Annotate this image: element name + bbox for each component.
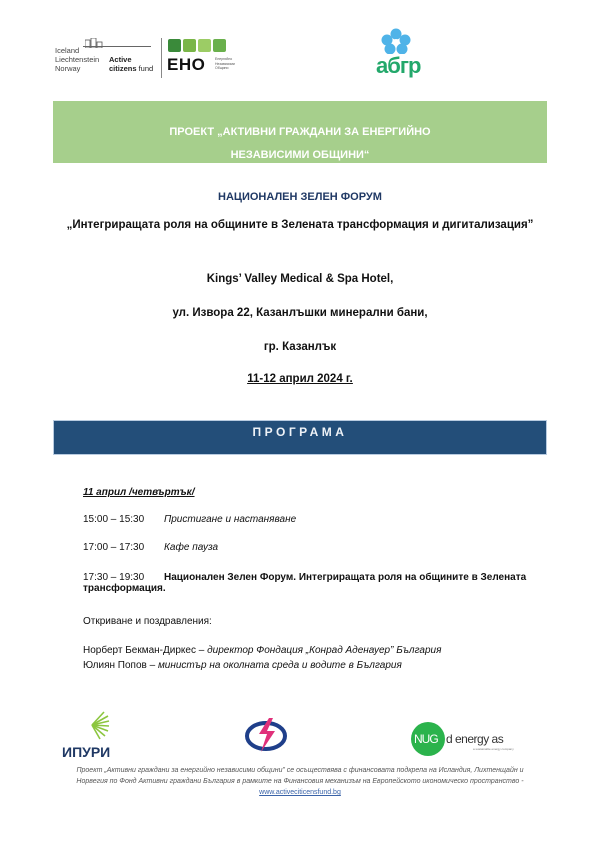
event-dates: [0, 373, 600, 385]
ipuri-logo: [60, 706, 130, 761]
ipuri-emblem-icon: [72, 706, 112, 744]
program-item: [83, 514, 296, 525]
ipuri-logo-text: ИПУРИ: [62, 744, 111, 760]
speaker-name: Юлиян Попов: [83, 660, 147, 671]
footer-note-text: Проект „Активни граждани за енергийно независими общини” се осъществява с финансовата подкрепа на Исландия, Лихтенщайн и Норвегия по Фонд Активни граждани България в рамките на Финансовия механизъм на Европейското икономическо пространство -: [76, 767, 524, 785]
eho-home-icon: [198, 39, 211, 52]
speaker-separator: –: [195, 645, 208, 656]
program-heading: ПРОГРАМА: [252, 425, 348, 439]
eho-subtitle: [215, 57, 235, 71]
eho-lightbulb-icon: [183, 39, 196, 52]
eho-sub-1: Енергийно: [215, 57, 233, 61]
eho-people-icon: [213, 39, 226, 52]
address: ул. Извора 22, Казанлъшки минерални бани,: [172, 307, 428, 319]
speaker: [83, 645, 441, 656]
nug-logo-text-b: d energy as: [446, 732, 504, 746]
opening-label: Откриване и поздравления:: [83, 616, 212, 627]
program-item-time: 17:00 – 17:30: [83, 542, 145, 553]
nug-tagline: a sustainable energy company: [473, 747, 514, 751]
program-item-description: Национален Зелен Форум. Интегриращата роля на общините в Зелената: [164, 572, 527, 583]
eho-icons: [168, 39, 226, 52]
eho-building-icon: [168, 39, 181, 52]
nug-logo-text-a: NUG: [414, 732, 438, 746]
speaker-role: директор Фондация „Конрад Аденауер” България: [207, 645, 442, 656]
program-item-description: Кафе пауза: [164, 542, 219, 553]
eho-sub-3: Общини: [215, 66, 229, 70]
footer-note: [60, 765, 540, 798]
event-dates-text: 11-12 април 2024 г.: [247, 373, 353, 385]
speaker-separator: –: [146, 660, 158, 671]
fund-line-2-bold: citizens: [109, 64, 137, 73]
program-item: [83, 542, 218, 553]
fund-line-2-rest: fund: [136, 64, 154, 73]
eea-countries: [55, 46, 99, 73]
eho-sub-2: Независими: [215, 61, 235, 66]
abgr-logo-text: абгр: [376, 53, 421, 78]
country-iceland: Iceland: [55, 46, 80, 55]
energy-partner-logo: [243, 717, 289, 753]
country-norway: Norway: [55, 64, 81, 73]
lightning-bolt-icon: [243, 717, 289, 753]
speaker-role: министър на околната среда и водите в България: [157, 660, 402, 671]
project-title-line-1: ПРОЕКТ „АКТИВНИ ГРАЖДАНИ ЗА ЕНЕРГИЙНО: [169, 126, 431, 138]
fund-line-1: Active: [109, 55, 132, 64]
speaker: [83, 660, 402, 671]
eho-logo-text: ЕНО: [167, 55, 206, 74]
eea-active-citizens-logo: [55, 38, 245, 78]
program-item: [83, 572, 553, 594]
program-banner: [53, 420, 547, 455]
country-liechtenstein: Liechtenstein: [55, 55, 100, 64]
project-title-line-2: НЕЗАВИСИМИ ОБЩИНИ“: [230, 149, 370, 161]
city: гр. Казанлък: [263, 341, 337, 353]
active-citizens-fund-text: [109, 55, 153, 73]
logo-separator: [161, 38, 162, 78]
program-item-time: 15:00 – 15:30: [83, 514, 145, 525]
flower-icon: [378, 28, 414, 54]
nug-energy-logo: [411, 722, 551, 762]
program-item-time: 17:30 – 19:30: [83, 572, 145, 583]
project-banner: [53, 101, 547, 163]
forum-title: НАЦИОНАЛЕН ЗЕЛЕН ФОРУМ: [218, 191, 382, 203]
day-heading: 11 април /четвъртък/: [83, 487, 195, 498]
venue: Kings’ Valley Medical & Spa Hotel,: [206, 273, 394, 285]
speaker-name: Норберт Бекман-Диркес: [83, 645, 196, 656]
eea-divider-line: [83, 46, 151, 47]
program-item-description-continued: трансформация.: [83, 583, 166, 594]
forum-subtitle: „Интегриращата роля на общините в Зелената трансформация и дигитализация”: [66, 219, 534, 231]
program-item-description: Пристигане и настаняване: [164, 514, 297, 525]
footer-website-link[interactable]: www.activeciticensfund.bg: [259, 789, 341, 796]
abgr-logo: [372, 28, 452, 80]
